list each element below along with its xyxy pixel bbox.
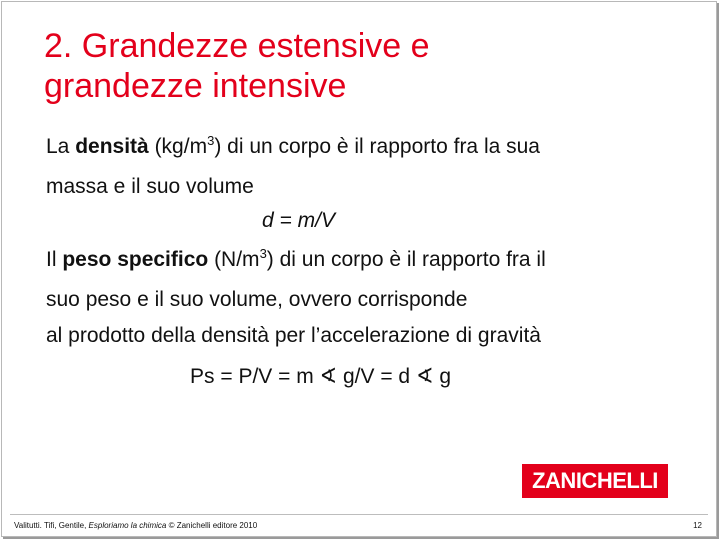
slide [1, 1, 717, 537]
footer-divider [10, 514, 708, 515]
title-line-1: 2. Grandezze estensive e [44, 27, 430, 65]
density-formula: d = m/V [262, 209, 335, 232]
text-fragment: La [46, 135, 76, 158]
text-fragment: ) di un corpo è il rapporto fra la sua [214, 135, 540, 158]
page-number: 12 [693, 521, 702, 530]
footer-authors: Valitutti. Tifi, Gentile, [14, 521, 89, 530]
footer-credit [14, 521, 257, 530]
superscript: 3 [207, 133, 215, 148]
footer-publisher: © Zanichelli editore 2010 [166, 521, 258, 530]
superscript: 3 [259, 246, 267, 261]
term-density: densità [75, 135, 149, 158]
text-fragment: (N/m [208, 248, 260, 271]
title-line-2: grandezze intensive [44, 67, 347, 105]
term-specific-weight: peso specifico [62, 248, 209, 271]
specific-weight-line-1 [46, 248, 546, 272]
zanichelli-logo: ZANICHELLI [522, 464, 668, 498]
density-definition-line-2: massa e il suo volume [46, 175, 254, 198]
specific-weight-line-3: al prodotto della densità per l’accelerazione di gravità [46, 324, 541, 347]
density-definition-line-1 [46, 135, 540, 159]
text-fragment: (kg/m [148, 135, 208, 158]
footer-book-title: Esploriamo la chimica [88, 521, 167, 530]
text-fragment: ) di un corpo è il rapporto fra il [266, 248, 546, 271]
specific-weight-formula: Ps = P/V = m ∢ g/V = d ∢ g [190, 365, 452, 388]
specific-weight-line-2: suo peso e il suo volume, ovvero corrisponde [46, 288, 468, 311]
text-fragment: Il [46, 248, 63, 271]
slide-title [44, 26, 684, 106]
